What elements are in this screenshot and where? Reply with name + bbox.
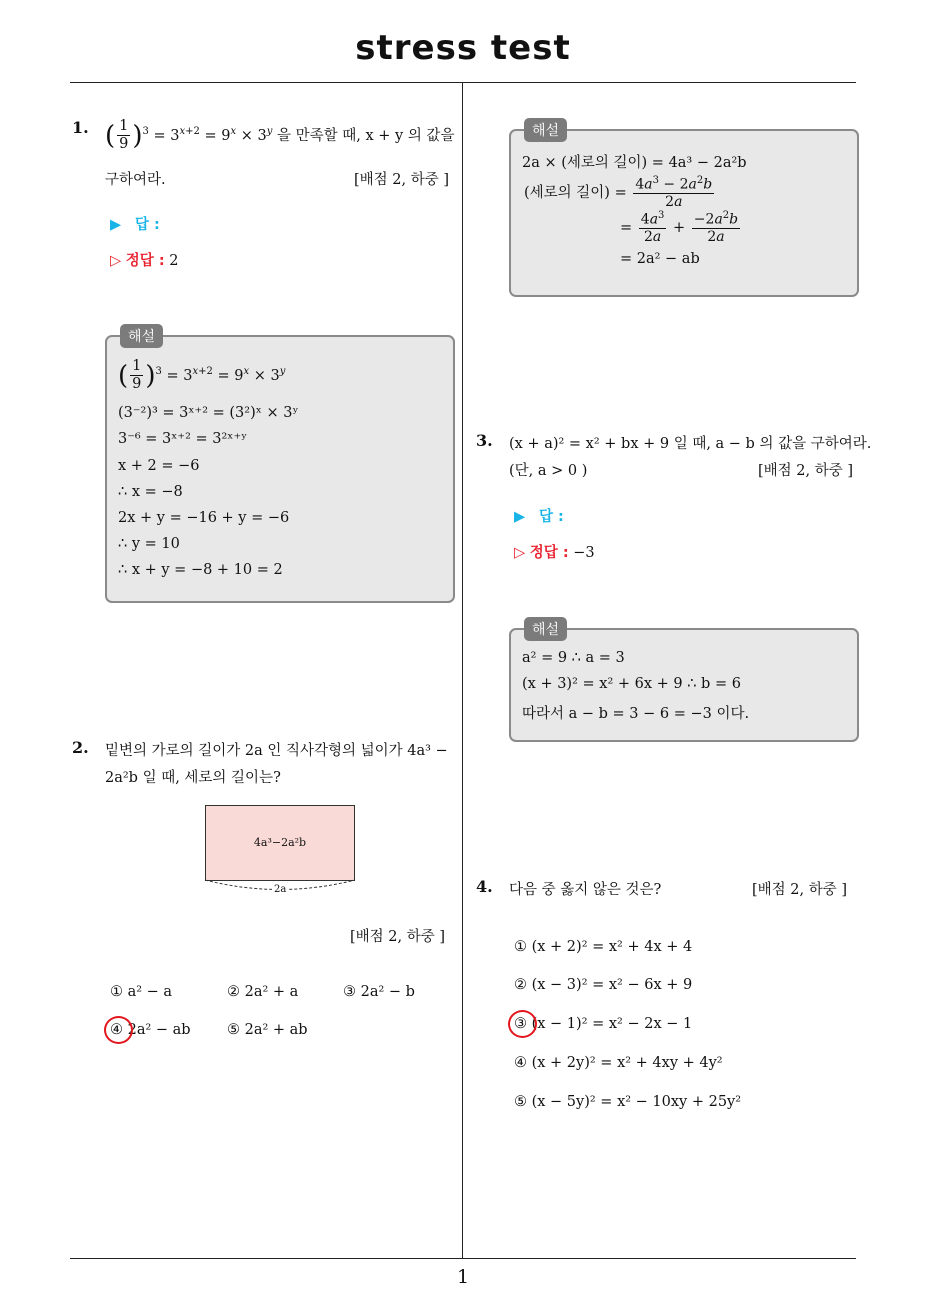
q1-line1-suffix: 을 만족할 때, x + y 의 값을 [277, 127, 455, 144]
q3-explanation-line-3: 따라서 a − b = 3 − 6 = −3 이다. [522, 706, 750, 722]
q1-points: [배점 2, 하중 ] [354, 172, 450, 188]
q3-explanation-line-1: a² = 9 ∴ a = 3 [522, 650, 625, 666]
q1-explanation-line-3: x + 2 = −6 [118, 458, 200, 474]
bottom-rule [70, 1258, 856, 1259]
q1-number: 1. [72, 118, 89, 137]
q4-question: 다음 중 옳지 않은 것은? [509, 882, 662, 898]
q3-line2: (단, a > 0 ) [509, 463, 588, 479]
q3-number: 3. [476, 431, 493, 450]
q4-answer-circle-mark [508, 1010, 537, 1038]
q2-points: [배점 2, 하중 ] [350, 929, 446, 945]
q4-points: [배점 2, 하중 ] [752, 882, 848, 898]
q4-choice-2[interactable]: ② (x − 3)² = x² − 6x + 9 [514, 977, 693, 993]
q4-choice-1[interactable]: ① (x + 2)² = x² + 4x + 4 [514, 939, 693, 955]
q2-number: 2. [72, 738, 89, 757]
q4-choice-4[interactable]: ④ (x + 2y)² = x² + 4xy + 4y² [514, 1055, 723, 1071]
rectangle-figure [205, 805, 355, 881]
q1-explanation-line-6: ∴ y = 10 [118, 536, 180, 552]
q3-points: [배점 2, 하중 ] [758, 463, 854, 479]
q4-number: 4. [476, 877, 493, 896]
correct-marker: ▷ [110, 253, 122, 269]
q2-line2: 2a²b 일 때, 세로의 길이는? [105, 770, 281, 786]
q3-correct-value: −3 [573, 545, 595, 561]
q1-explanation-badge: 해설 [120, 324, 163, 348]
top-rule [70, 82, 856, 83]
q2-choice-4[interactable]: ④ 2a² − ab [110, 1022, 191, 1038]
q2-choice-3[interactable]: ③ 2a² − b [343, 984, 415, 1000]
page-title: stress test [355, 28, 571, 68]
answer-marker: ▶ [110, 217, 122, 233]
q2-choice-2[interactable]: ② 2a² + a [227, 984, 299, 1000]
q1-explanation-line-7: ∴ x + y = −8 + 10 = 2 [118, 562, 283, 578]
q4-choice-3[interactable]: ③ (x − 1)² = x² − 2x − 1 [514, 1016, 693, 1032]
q3-correct-row: ▷ 정답 : −3 [514, 545, 595, 561]
q4-choice-5[interactable]: ⑤ (x − 5y)² = x² − 10xy + 25y² [514, 1094, 742, 1110]
q2-explanation-line-1: 2a × (세로의 길이) = 4a³ − 2a²b [522, 155, 747, 171]
q3-explanation-badge: 해설 [524, 617, 567, 641]
q1-equation: ( $\frac{1}{9}$ )$^3 = 3^{x+2} = 9^x \times 3^y$ 을 만족할 때, x + y 의 값을 [105, 118, 455, 153]
q1-correct-value: 2 [169, 253, 179, 269]
q3-line1: (x + a)² = x² + bx + 9 일 때, a − b 의 값을 구하여라. [509, 436, 872, 452]
q2-explanation-line-2: (세로의 길이) = $\frac{4a^3 - 2a^2b}{2a}$ [524, 175, 713, 211]
q2-answer-circle-mark [104, 1016, 133, 1044]
q1-line2: 구하여라. [105, 172, 166, 188]
q1-explanation-line-5: 2x + y = −16 + y = −6 [118, 510, 290, 526]
q3-explanation-line-2: (x + 3)² = x² + 6x + 9 ∴ b = 6 [522, 676, 741, 692]
answer-label: 답 : [134, 217, 160, 233]
q1-answer-row [110, 213, 160, 234]
q1-explanation-line-1: (3⁻²)³ = 3ˣ⁺² = (3²)ˣ × 3ʸ [118, 405, 299, 421]
q2-line1: 밑변의 가로의 길이가 2a 인 직사각형의 넓이가 4a³ − [105, 743, 448, 759]
page-number: 1 [456, 1266, 470, 1288]
rectangle-area-label: 4a³−2a²b [253, 836, 307, 849]
q1-explanation-line-0: ( $\frac{1}{9}$ )$^3 = 3^{x+2} = 9^x \times 3^y$ [118, 358, 286, 393]
q1-explanation-line-2: 3⁻⁶ = 3ˣ⁺² = 3²ˣ⁺ʸ [118, 431, 248, 447]
rectangle-width-label: 2a [274, 884, 287, 895]
q2-explanation-line-4: = 2a² − ab [620, 251, 700, 267]
q1-correct-row [110, 249, 178, 270]
column-divider [462, 83, 463, 1258]
q2-choice-1[interactable]: ① a² − a [110, 984, 173, 1000]
q1-explanation-line-4: ∴ x = −8 [118, 484, 183, 500]
q2-choice-5[interactable]: ⑤ 2a² + ab [227, 1022, 308, 1038]
q2-explanation-badge: 해설 [524, 118, 567, 142]
q2-explanation-line-3: = $\frac{4a^3}{2a}$ + $\frac{-2a^2b}{2a}$ [620, 210, 739, 246]
q3-answer-row: ▶ 답 : [514, 509, 564, 525]
correct-label: 정답 : [125, 253, 165, 269]
